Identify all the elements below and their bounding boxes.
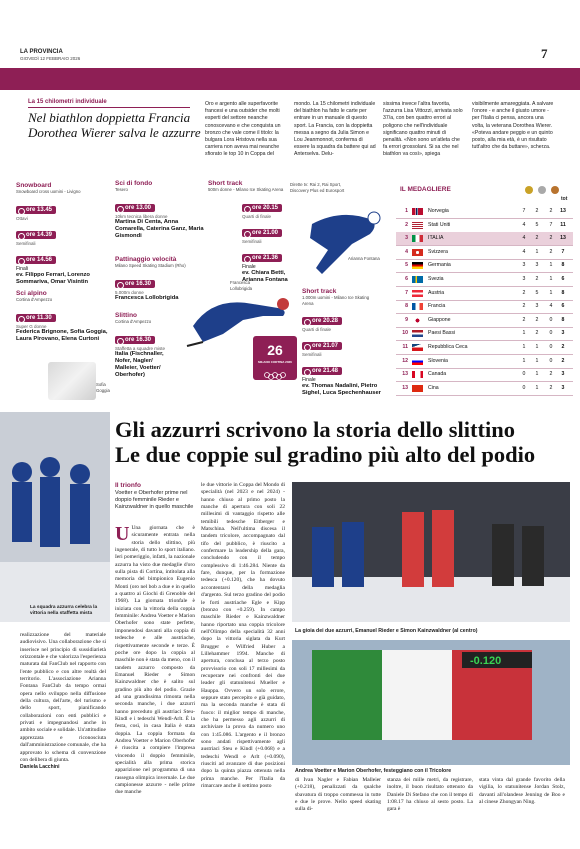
medal-row: [396, 273, 573, 287]
nation-name: Cina: [428, 384, 439, 391]
venue: 500m donne - Milano Ice Skating Arena: [208, 187, 284, 192]
stage: Quarti di finale: [302, 327, 332, 332]
flag-icon: [412, 330, 423, 337]
tricolore-photo: [292, 640, 570, 765]
medal-rank: 8: [405, 303, 408, 310]
nation-name: Austria: [428, 289, 445, 296]
stage: Super G donne: [16, 323, 47, 329]
bronze-count: 2: [549, 384, 553, 391]
team-celebration-photo: [0, 412, 110, 622]
gold-count: 1: [522, 357, 526, 364]
photo-caption: Sofia Goggia: [96, 382, 110, 393]
flag-icon: [412, 235, 423, 242]
athletes: Francesca Lollobrigida: [115, 294, 179, 301]
bronze-count: 0: [549, 316, 553, 323]
athletes: ev. Filippo Ferrari, Lorenzo Sommariva, Omar Visintin: [16, 271, 90, 285]
gold-count: 2: [522, 303, 526, 310]
stage: Semifinali: [16, 240, 36, 246]
article-col-1: [115, 525, 195, 840]
flag-icon: [412, 290, 423, 297]
schedule-sci-fondo: [115, 180, 205, 240]
newspaper-name: LA PROVINCIA: [20, 49, 63, 55]
medal-row: [396, 314, 573, 328]
total-count: 3: [561, 330, 565, 337]
time-pill: ore 11.30: [16, 314, 56, 322]
photo-caption: Francesca Lollobrigida: [230, 280, 252, 291]
photo-caption: Arianna Fontana: [348, 256, 380, 261]
silver-count: 2: [535, 208, 539, 214]
flag-icon: [412, 385, 423, 392]
stage: Quarti di finale: [242, 213, 272, 219]
venue: 1.000m uomini - Milano Ice Skating Arena: [302, 295, 370, 306]
flag-icon: [412, 249, 423, 256]
article-col-5: stata vinta dal grande favorito della vigilia, lo statunitense Jordan Stolz, davanti all'olandese Jenning de Boo e al cinese Zhongyan Ning.: [479, 777, 565, 806]
schedule-panel: [8, 176, 388, 402]
medal-row: [396, 205, 573, 219]
silver-count: 1: [535, 344, 539, 350]
svg-text:-0.120: -0.120: [470, 655, 502, 667]
schedule-sci-alpino: [16, 290, 108, 343]
gold-count: 4: [522, 248, 526, 255]
time-pill: ore 16.30: [115, 336, 155, 344]
total-count: 11: [560, 221, 566, 228]
medal-row: [396, 287, 573, 301]
total-count: 8: [561, 316, 565, 323]
silver-medal-icon: [538, 186, 546, 194]
left-column-body: realizzazione del materiale audiovisivo. Una collaborazione che si inserisce nel principio di sussidiarietà orizzontale e che valorizza l'esperienza maturata dal FanClub nel rapporto con l'ente pubblico e con altre realtà del territorio. L'associazione Arianna Fontana FanClub da tempo ormai opera nello sviluppo nella diffusione della cultura, dell'arte, del turismo e dello sport, pianificando collaborazioni con enti pubblici e privati e impegnandosi anche in ambito sociale e solidale. Un'attitudine apprezzata e riconosciuta dall'amministrazione comunale, che ha approvato lo schema di convenzione con delibera di giunta.: [20, 632, 106, 763]
stage: Staffetta a squadre miste: [115, 345, 165, 351]
gold-count: 0: [522, 371, 526, 378]
bronze-count: 2: [549, 371, 553, 378]
stage: Semifinali: [302, 352, 322, 357]
bronze-count: 1: [549, 276, 553, 282]
medal-row: [396, 232, 573, 246]
bronze-count: 2: [549, 235, 553, 242]
schedule-snowboard: [16, 182, 108, 286]
medal-table-title: IL MEDAGLIERE: [400, 186, 451, 193]
gold-count: 4: [522, 235, 526, 242]
gold-medal-icon: [525, 186, 533, 194]
stage: Ottavi: [16, 215, 28, 221]
sport-name: Slittino: [115, 312, 138, 319]
sport-name: Short track: [208, 180, 243, 187]
total-count: 8: [561, 262, 565, 269]
medal-row: [396, 300, 573, 314]
article-summary: Voetter e Oberhofer prime nel doppio femminile Rieder e Kainzwaldner in quello maschile: [115, 490, 194, 510]
time-pill: ore 21.36: [242, 254, 282, 262]
silver-count: 5: [535, 289, 539, 296]
total-count: 8: [561, 289, 565, 296]
stage: Finali: [16, 265, 28, 272]
time-pill: ore 20.15: [242, 204, 282, 212]
athletes: Martina Di Centa, Anna Comarella, Caterina Ganz, Maria Gismondi: [115, 218, 204, 239]
medal-rank: 6: [405, 276, 408, 282]
total-count: 7: [561, 248, 565, 255]
left-column-text: [20, 632, 106, 837]
venue: Cortina d'Ampezzo: [115, 319, 152, 324]
nation-name: Norvegia: [428, 208, 449, 214]
tv-info: Dirette tv: Rai 2, Rai Sport, Discovery Plus ed Eurosport: [290, 182, 345, 193]
nation-name: Stati Uniti: [428, 221, 451, 228]
silver-count: 2: [535, 276, 539, 282]
nation-name: ITALIA: [428, 235, 444, 242]
medal-rank: 7: [405, 289, 408, 296]
medal-rank: 13: [402, 384, 408, 391]
silver-count: 1: [535, 248, 539, 255]
headline-line-1: Gli azzurri scrivono la storia dello slittino: [115, 417, 515, 442]
flag-icon: [412, 276, 423, 283]
short-track-illustration: [292, 204, 388, 280]
photo-caption: La gioia dei due azzurri, Emanuel Rieder e Simon Kainzwaldner (al centro): [295, 628, 478, 634]
bronze-count: 1: [549, 289, 553, 296]
venue: Cortina d'Ampezzo: [16, 297, 53, 302]
flag-icon: [412, 358, 423, 365]
flag-icon: [412, 222, 423, 229]
bronze-count: 0: [549, 344, 553, 350]
nation-name: Slovenia: [428, 357, 448, 364]
medal-rank: 11: [402, 344, 408, 350]
kicker-rule: [28, 107, 190, 108]
top-story-kicker: La 15 chilometri individuale: [28, 99, 107, 105]
medal-rank: 5: [405, 262, 408, 269]
photo-caption: Andrea Voetter e Marion Oberhofer, festeggiano con il Tricolore: [295, 768, 452, 774]
nation-name: Canada: [428, 371, 447, 378]
flag-icon: [412, 303, 423, 310]
nation-name: Germania: [428, 262, 451, 269]
athletes: ev. Thomas Nadalini, Pietro Sighel, Luca Spechenhauser: [302, 383, 381, 397]
bronze-count: 2: [549, 208, 553, 214]
gold-count: 2: [522, 289, 526, 296]
time-pill: ore 20.28: [302, 317, 342, 325]
gold-count: 3: [522, 262, 526, 269]
bronze-count: 4: [549, 303, 553, 310]
nation-name: Francia: [428, 303, 446, 310]
top-story-title: Nel biathlon doppietta Francia Dorothea Wierer salva le azzurre: [28, 110, 201, 140]
bronze-count: 2: [549, 248, 553, 255]
main-headline: [115, 417, 570, 467]
total-count: 2: [561, 357, 565, 364]
schedule-short-track-500: [208, 180, 288, 284]
podium-photo: [292, 482, 570, 622]
total-count: 6: [561, 303, 565, 310]
sport-name: Sci alpino: [16, 290, 47, 297]
issue-date: GIOVEDÌ 12 FEBBRAIO 2026: [20, 56, 81, 61]
time-pill: ore 13.00: [115, 204, 155, 212]
time-pill: ore 14.39: [16, 231, 56, 239]
top-story-col-1: Oro e argento alle superfavorite francesi e una outsider che molti esperti del settore neanche conoscevano e che conquista un bronzo che vale come il titolo: la bulgara Lora Hristova nella sua carriera non aveva mai neanche sfiorato le top 10 in Coppa del: [205, 101, 281, 158]
total-count: 3: [561, 384, 565, 391]
medal-rank: 3: [405, 235, 408, 242]
medal-row: [396, 219, 573, 233]
gold-count: 3: [522, 276, 526, 282]
olympic-rings-icon: [263, 367, 287, 375]
silver-count: 5: [535, 221, 539, 228]
gold-count: 2: [522, 316, 526, 323]
flag-icon: [412, 208, 423, 215]
medal-row: [396, 368, 573, 382]
total-count: 2: [561, 344, 565, 350]
top-story-col-3: sissima invece l'altra favorita, l'azzurra Lisa Vittozzi, arrivata solo 37/a, con ben quattro errori al poligono che nell'individuale significano quattro minuti di penalità. «Non sono un'atleta che fa errori grossolani. Si sa che nel biathlon va così», spiega: [383, 101, 463, 158]
sport-name: Sci di fondo: [115, 180, 153, 187]
time-pill: ore 21.48: [302, 367, 342, 375]
stage: Semifinali: [242, 238, 262, 244]
header-band: [0, 68, 580, 90]
top-story-col-4: visibilmente amareggiata. A salvare l'onore - e anche il giusto umore - per l'Italia ci pensa, ancora una volta, la veterana Dorothea Wierer. «Poteva andare peggio e un quinto posto, alla mia età, è un risultato tutt'altro che da buttare», scherza.: [472, 101, 554, 151]
sport-name: Pattinaggio velocità: [115, 256, 177, 263]
logo-text: MILANO CORTINA 2026: [258, 360, 292, 364]
time-pill: ore 21.00: [242, 229, 282, 237]
sport-name: Short track: [302, 288, 337, 295]
goggia-photo: [48, 362, 96, 400]
athletes: Italia (Fischnaller, Nofer, Nagler/ Malleier, Voetter/ Oberhofer): [115, 350, 164, 378]
byline: Daniela Lacchini: [20, 764, 60, 771]
silver-count: 2: [535, 330, 539, 337]
gold-count: 7: [522, 208, 526, 214]
schedule-short-track-1000: [302, 288, 388, 397]
medal-row: [396, 341, 573, 355]
stage: 5.000m donne: [115, 289, 144, 295]
silver-count: 1: [535, 357, 539, 364]
bronze-count: 0: [549, 357, 553, 364]
venue: Snowboard cross uomini - Livigno: [16, 189, 81, 194]
article-col-2: le due vittorie in Coppa del Mondo di specialità (nel 2023 e nel 2024) - hanno chiuso al primo posto la manche di apertura con soli 22 millesimi di vantaggio rispetto alle temibili tedesche Eitberger e Matschina. Nell'ultima discesa il tandem tricolore, accompagnato dal tifo del pubblico, è riuscito a confermare la leadership della gara, concludendo con il tempo complessivo di 1:46.284. Niente da fare, dunque, per la formazione tedesca (+0.120), che ha dovuto accontentarsi della medaglia d'argento. Sul terzo gradino del podio le forti austriache Egle e Kipp (bronzo con +0.259). In campo maschile Rieder e Kainzwaldner hanno riportato una coppia tricolore nell'Olimpo della specialità 32 anni dopo la vittoria siglata da Kurt Brugger e Wilfried Huber a Lillehammer 1994. Manche di apertura, conclusa al terzo posto provvisorio con soli 17 millesimi da recuperare nei confronti dei due leader gli statunitensi Mueller e Hauppa. Ovvero un solo errore, seppure stato percepito e già guidato, ma la seconda manche è stata di fuoco: il miglior tempo di manche, che ha permesso agli azzurri di archiviare la prova da numero uno con 1:45.086. L'argento e il bronzo sono andati rispettivamente agli austriaci Steu e Kindl (+0.068) e a tedeschi Wendl e Arlt (+0.090), riusciti ad avanzare di due posizioni dopo la quinta piazza ottenuta nella prima manche. Per l'Italia da rimarcare anche il settimo posto: [201, 482, 285, 790]
bronze-count: 1: [549, 262, 553, 269]
gold-count: 1: [522, 330, 526, 337]
gold-count: 4: [522, 221, 526, 228]
medal-row: [396, 327, 573, 341]
total-count: 13: [560, 235, 566, 242]
silver-count: 1: [535, 371, 539, 378]
nation-name: Paesi Bassi: [428, 330, 456, 337]
nation-name: Svizzera: [428, 248, 448, 255]
time-pill: ore 14.56: [16, 256, 56, 264]
nation-name: Giappone: [428, 316, 451, 323]
flag-icon: [412, 371, 423, 378]
medal-row: [396, 355, 573, 369]
nation-name: Svezia: [428, 276, 444, 282]
bronze-count: 0: [549, 330, 553, 337]
venue: Tesero: [115, 187, 128, 192]
stage: 10km tecnica libera donne: [115, 213, 168, 219]
silver-count: 3: [535, 262, 539, 269]
nation-name: Repubblica Ceca: [428, 344, 468, 350]
medal-rank: 12: [402, 357, 408, 364]
olympic-logo: [253, 336, 297, 380]
silver-count: 2: [535, 235, 539, 242]
silver-count: 1: [535, 384, 539, 391]
medal-rank: 10: [402, 330, 408, 337]
silver-count: 3: [535, 303, 539, 310]
flag-icon: [412, 262, 423, 269]
bronze-count: 7: [549, 221, 553, 228]
logo-mark: 26: [267, 342, 283, 358]
article-col-3: di Ivan Nagler e Fabian Malleier (+0.218), penalizzati da qualche sbavatura di troppo commessa in tutte e due le prove. Nello speed skating sulla di-: [295, 777, 381, 813]
top-story-col-2: mondo. La 15 chilometri individuale del biathlon ha fatto le carte per entrare in un manuale di questo sport. La Francia, con la doppietta messa a segno da Julia Simon e Lou Jeanmonnot, conferma di essere la squadra da battere qui ad Anterselva. Delu-: [294, 101, 376, 158]
athletes: Federica Brignone, Sofia Goggia, Laura Pirovano, Elena Curtoni: [16, 328, 108, 342]
venue: Milano Speed Skating Stadium (Rho): [115, 263, 186, 268]
flag-icon: [412, 344, 423, 351]
medal-rank: 2: [405, 221, 408, 228]
article-col-1-text: Una giornata che è sicuramente entrata nella storia dello slittino, più ingenerale, di tutto lo sport italiano. Ieri pomeriggio, infatti, la nazionale azzurra ha visto due medaglie d'oro sulla pista di Cortina, intitolata alla memoria del bimpionico Eugenio Monti (oro nel bob a due e in quello a quattro ai Giochi di Grenoble del 1968). La giornata trionfale è iniziata con la vittoria della coppia femminile: Andrea Voetter e Marion Oberhofer sono state perfette, imponendosi davanti alla coppia di tedesche e alle austriache, rispettivamente seconde e terze. È poche ore dopo la coppia al maschile non è stata da meno, con il tandem azzurro composto da Emanuel Rieder e Simon Kainzwaldner che è salito sul gradino più alto del podio. Grazie ad una grandissima rimonta nella seconda manche, i due azzurri hanno preceduto gli austriaci Steu-Kindl e i tedeschi Wendl-Arlt. È la festa, così, in casa Italia è stata doppia. La coppia formata da Andrea Voetter e Marion Oberhofer è riuscita a compiere l'impresa vincendo il doppio femminile, specialità alla prima storica apparizione nel programma di una rassegna olimpica invernale. Le due campionesse azzurre - nelle prime due manche: [115, 525, 195, 796]
time-pill: ore 21.07: [302, 342, 342, 350]
drop-cap: U: [115, 525, 130, 545]
total-header: tot: [561, 196, 568, 202]
medal-row: [396, 382, 573, 396]
total-count: 3: [561, 371, 565, 378]
flag-icon: [412, 317, 423, 324]
stage: Finale: [302, 377, 316, 383]
page-number: 7: [541, 46, 548, 61]
stage: Finale: [242, 263, 256, 270]
total-count: 13: [560, 208, 566, 214]
medal-rank: 13: [402, 371, 408, 378]
gold-count: 1: [522, 344, 526, 350]
medal-rank: 9: [405, 316, 408, 323]
sport-name: Snowboard: [16, 182, 52, 189]
medal-row: [396, 246, 573, 260]
medal-rank: 1: [405, 208, 408, 214]
article-kicker: Il trionfo: [115, 482, 141, 489]
total-count: 6: [561, 276, 565, 282]
article-col-4: stanza dei mille metri, da registrare, inoltre, il buon risultato ottenuto da Daniele Di Stefano che con il tempo di 1:08.17 ha chiuso al sesto posto. La gara è: [387, 777, 473, 813]
time-pill: ore 13.45: [16, 206, 56, 214]
time-pill: ore 16.30: [115, 280, 155, 288]
medal-row: [396, 259, 573, 273]
row-divider: [396, 395, 573, 396]
athletes: ev. Chiara Betti, Arianna Fontana: [242, 269, 288, 283]
gold-count: 0: [522, 384, 526, 391]
headline-line-2: Le due coppie sul gradino più alto del podio: [115, 442, 536, 467]
silver-count: 2: [535, 316, 539, 323]
medal-rank: 4: [405, 248, 408, 255]
photo-caption: La squadra azzurra celebra la vittoria nella staffetta mista: [30, 605, 98, 616]
bronze-medal-icon: [551, 186, 559, 194]
